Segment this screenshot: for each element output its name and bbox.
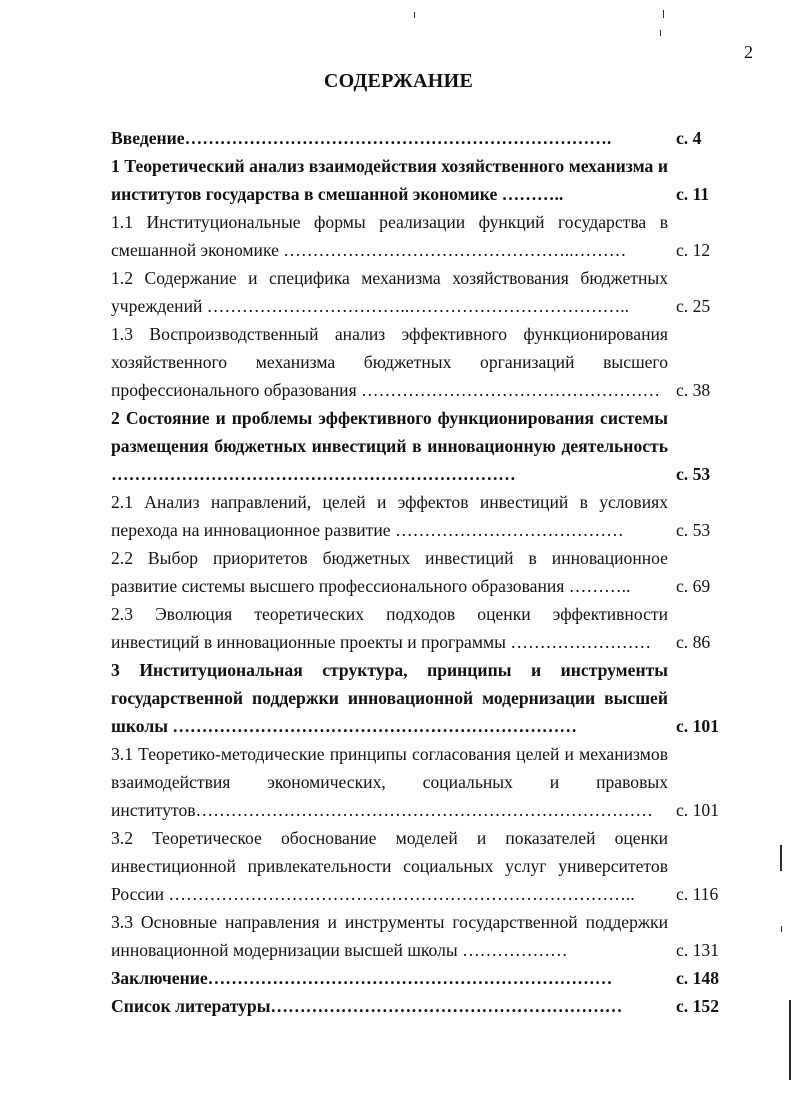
toc-entry-page: с. 11 [676,184,710,204]
scan-mark [780,845,782,871]
toc-entry-title: 2.1 Анализ направлений, целей и эффектов инвестиций в условиях перехода на инновационное развитие ………………………………… [111,492,668,540]
page-number: 2 [744,42,753,62]
toc-entry-page: с. 38 [676,380,711,400]
toc-entry-page: с. 152 [676,996,719,1016]
toc-entry [111,992,729,1020]
toc-entry-page: с. 25 [676,296,711,316]
toc-entry-page: с. 148 [676,968,719,988]
scan-mark [663,10,664,18]
toc-entry-title: 1.1 Институциональные формы реализации функций государства в смешанной экономике …………………………………………..……… [111,212,668,260]
table-of-contents [111,124,729,1020]
scan-mark [781,926,782,932]
toc-entry [111,152,729,208]
toc-entry-page: с. 53 [676,464,711,484]
toc-entry [111,208,729,264]
toc-entry [111,404,729,488]
toc-entry-title: 2.3 Эволюция теоретических подходов оценки эффективности инвестиций в инновационные проекты и программы …………………… [111,604,668,652]
toc-entry [111,544,729,600]
toc-entry-page: с. 101 [676,716,719,736]
scan-mark [789,1000,791,1080]
toc-entry-title: 2.2 Выбор приоритетов бюджетных инвестиций в инновационное развитие системы высшего профессионального образования ……….. [111,548,668,596]
toc-entry-page: с. 12 [676,240,711,260]
toc-entry [111,656,729,740]
toc-entry-title: 2 Состояние и проблемы эффективного функционирования системы размещения бюджетных инвестиций в инновационную деятельность …………………………………………………………… [111,408,668,484]
toc-entry [111,320,729,404]
toc-entry-page: с. 53 [676,520,711,540]
toc-entry-page: с. 86 [676,632,711,652]
toc-entry-page: с. 4 [676,128,702,148]
toc-entry-title: 3 Институциональная структура, принципы и инструменты государственной поддержки инновационной модернизации высшей школы …………………………………………………………… [111,660,668,736]
toc-entry-title: 1.2 Содержание и специфика механизма хозяйствования бюджетных учреждений ……………………………..……………………………….. [111,268,668,316]
toc-entry-title: 1.3 Воспроизводственный анализ эффективного функционирования хозяйственного механизма бюджетных организаций высшего профессионального образования …………………………………………… [111,324,668,400]
page-title: СОДЕРЖАНИЕ [323,70,474,92]
toc-entry-title: 3.2 Теоретическое обоснование моделей и показателей оценки инвестиционной привлекательности социальных услуг университетов России …………………………………………………………………….. [111,828,668,904]
toc-entry-page: с. 116 [676,884,719,904]
toc-entry [111,964,729,992]
toc-entry [111,740,729,824]
toc-entry [111,264,729,320]
toc-entry-title: Список литературы…………………………………………………… [111,996,623,1016]
scan-mark [414,12,415,18]
toc-entry-page: с. 101 [676,800,719,820]
toc-entry [111,488,729,544]
toc-entry-page: с. 69 [676,576,711,596]
toc-entry [111,124,729,152]
toc-entry-title: Заключение…………………………………………………………… [111,968,613,988]
toc-entry [111,908,729,964]
toc-entry-title: 3.3 Основные направления и инструменты государственной поддержки инновационной модернизации высшей школы ……………… [111,912,668,960]
toc-entry [111,824,729,908]
toc-entry-page: с. 131 [676,940,719,960]
toc-entry-title: Введение………………………………………………………………. [111,128,612,148]
scan-mark [660,30,661,36]
toc-entry-title: 1 Теоретический анализ взаимодействия хозяйственного механизма и институтов государства в смешанной экономике ……….. [111,156,668,204]
toc-entry-title: 3.1 Теоретико-методические принципы согласования целей и механизмов взаимодействия экономических, социальных и правовых институтов…………………………………………………………………… [111,744,668,820]
toc-entry [111,600,729,656]
